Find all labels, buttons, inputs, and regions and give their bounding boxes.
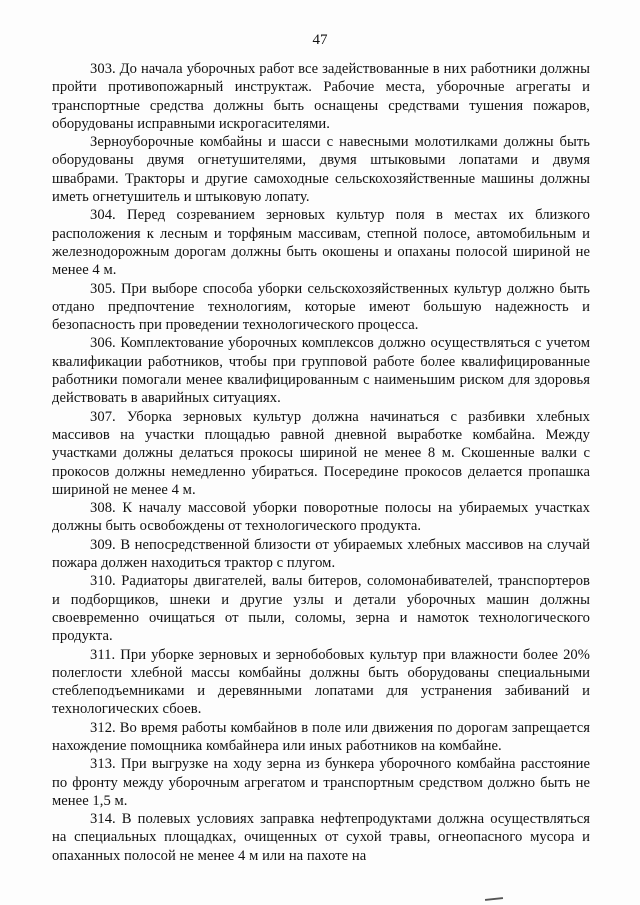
paragraph-313: 313. При выгрузке на ходу зерна из бункера уборочного комбайна расстояние по фронту между уборочным агрегатом и транспортным средством должно быть не менее 1,5 м. [52,756,590,809]
paragraph-303: 303. До начала уборочных работ все задействованные в них работники должны пройти противопожарный инструктаж. Рабочие места, уборочные агрегаты и транспортные средства должны быть оснащены средствами тушения пожаров, оборудованы исправными искрогасителями. [52,61,590,132]
scan-artifact-mark [485,897,503,901]
paragraph-309: 309. В непосредственной близости от убираемых хлебных массивов на случай пожара должен находиться трактор с плугом. [52,536,590,572]
paragraph-307: 307. Уборка зерновых культур должна начинаться с разбивки хлебных массивов на участки площадью равной дневной выработке комбайна. Между участками должны делаться прокосы шириной не менее 8 м. Скошенные валки с прокосов должны немедленно убираться. Посередине прокосов делается пропашка шириной не менее 4 м. [52,408,590,498]
paragraph-303-combines: Зерноуборочные комбайны и шасси с навесными молотилками должны быть оборудованы двумя огнетушителями, двумя штыковыми лопатами и двумя швабрами. Тракторы и другие самоходные сельскохозяйственные машины должны иметь огнетушитель и штыковую лопату. [52,134,590,206]
paragraph-304: 304. Перед созреванием зерновых культур поля в местах их близкого расположения к лесным и торфяным массивам, степной полосе, автомобильным и железнодорожным дорогам должны быть окошены и опаханы полосой шириной не менее 4 м. [52,207,590,279]
page-number: 47 [312,32,328,48]
paragraph-305: 305. При выборе способа уборки сельскохозяйственных культур должно быть отдано предпочтение технологиям, которые имеют большую надежность и безопасность при проведении технологического процесса. [52,280,590,334]
paragraph-310: 310. Радиаторы двигателей, валы битеров, соломонабивателей, транспортеров и подборщиков, шнеки и другие узлы и детали уборочных машин должны своевременно очищаться от пыли, соломы, зерна и намоток технологического продукта. [52,573,590,645]
document-body [52,60,590,865]
paragraph-311: 311. При уборке зерновых и зернобобовых культур при влажности более 20% полеглости хлебной массы комбайны должны быть оборудованы специальными стеблеподъемниками и деревянными лопатами для устранения забиваний и технологических сбоев. [52,646,590,718]
paragraph-308: 308. К началу массовой уборки поворотные полосы на убираемых участках должны быть освобождены от технологического продукта. [52,500,590,535]
paragraph-314: 314. В полевых условиях заправка нефтепродуктами должна осуществляться на специальных площадках, очищенных от сухой травы, огнеопасного мусора и опаханных полосой не менее 4 м или на пахоте на [52,811,590,864]
paragraph-306: 306. Комплектование уборочных комплексов должно осуществляться с учетом квалификации работников, чтобы при групповой работе более квалифицированные работники помогали менее квалифицированным с наименьшим риском для здоровья действовать в аварийных ситуациях. [52,335,590,407]
paragraph-312: 312. Во время работы комбайнов в поле или движения по дорогам запрещается нахождение помощника комбайнера или иных работников на комбайне. [52,719,590,754]
